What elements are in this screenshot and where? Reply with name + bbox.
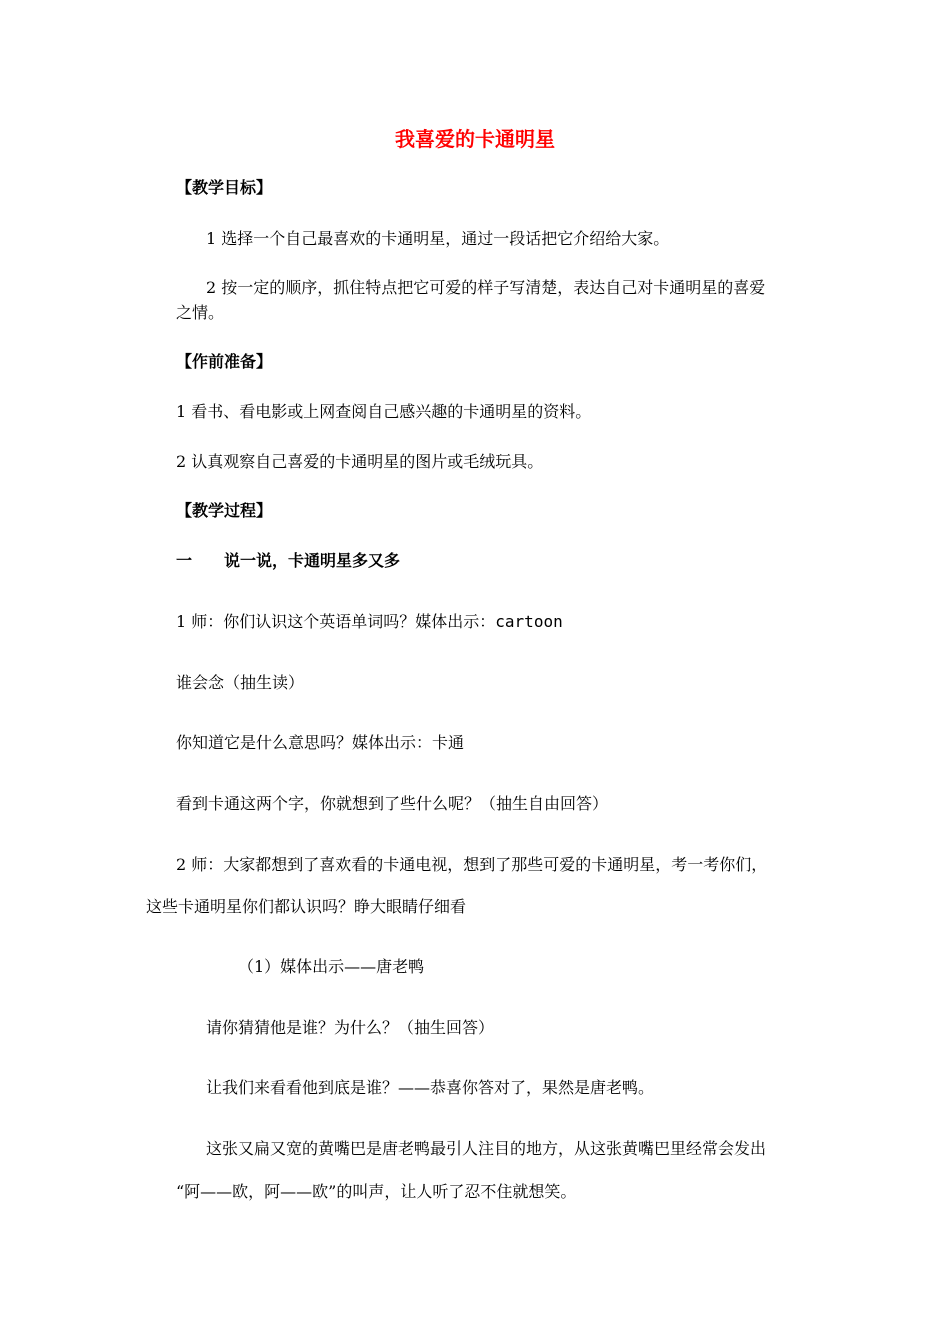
document-title: 我喜爱的卡通明星	[395, 127, 555, 151]
section-heading-1	[176, 551, 400, 571]
process-paragraph-9-line-2: “阿——欧，阿——欧”的叫声，让人听了忍不住就想笑。	[176, 1182, 577, 1201]
process-paragraph-1	[176, 612, 563, 632]
section-title: 说一说，卡通明星多又多	[224, 551, 401, 570]
process-paragraph-9-line-1: 这张又扁又宽的黄嘴巴是唐老鸭最引人注目的地方，从这张黄嘴巴里经常会发出	[206, 1139, 767, 1158]
heading-preparation: 【作前准备】	[176, 352, 273, 371]
english-word: cartoon	[495, 612, 563, 631]
goal-item-2-continued: 之情。	[176, 303, 225, 322]
process-paragraph-3: 你知道它是什么意思吗？媒体出示：卡通	[176, 733, 465, 752]
prep-item-2: 2 认真观察自己喜爱的卡通明星的图片或毛绒玩具。	[176, 452, 544, 471]
process-paragraph-5-line-1: 2 师：大家都想到了喜欢看的卡通电视，想到了那些可爱的卡通明星，考一考你们，	[176, 855, 768, 874]
process-paragraph-7: 请你猜猜他是谁？为什么？（抽生回答）	[206, 1018, 495, 1037]
process-paragraph-4: 看到卡通这两个字，你就想到了些什么呢？（抽生自由回答）	[176, 794, 609, 813]
process-paragraph-6: （1）媒体出示——唐老鸭	[238, 957, 425, 976]
goal-item-1: 1 选择一个自己最喜欢的卡通明星，通过一段话把它介绍给大家。	[206, 229, 670, 248]
process-paragraph-1-text: 1 师：你们认识这个英语单词吗？媒体出示：	[176, 612, 496, 631]
prep-item-1: 1 看书、看电影或上网查阅自己感兴趣的卡通明星的资料。	[176, 402, 592, 421]
process-paragraph-2: 谁会念（抽生读）	[176, 673, 305, 692]
heading-teaching-process: 【教学过程】	[176, 501, 273, 520]
process-paragraph-8: 让我们来看看他到底是谁？——恭喜你答对了，果然是唐老鸭。	[206, 1078, 655, 1097]
process-paragraph-5-line-2: 这些卡通明星你们都认识吗？睁大眼睛仔细看	[146, 897, 467, 916]
section-number: 一	[176, 551, 193, 570]
goal-item-2: 2 按一定的顺序，抓住特点把它可爱的样子写清楚，表达自己对卡通明星的喜爱	[206, 278, 766, 297]
heading-teaching-goals: 【教学目标】	[176, 178, 273, 197]
